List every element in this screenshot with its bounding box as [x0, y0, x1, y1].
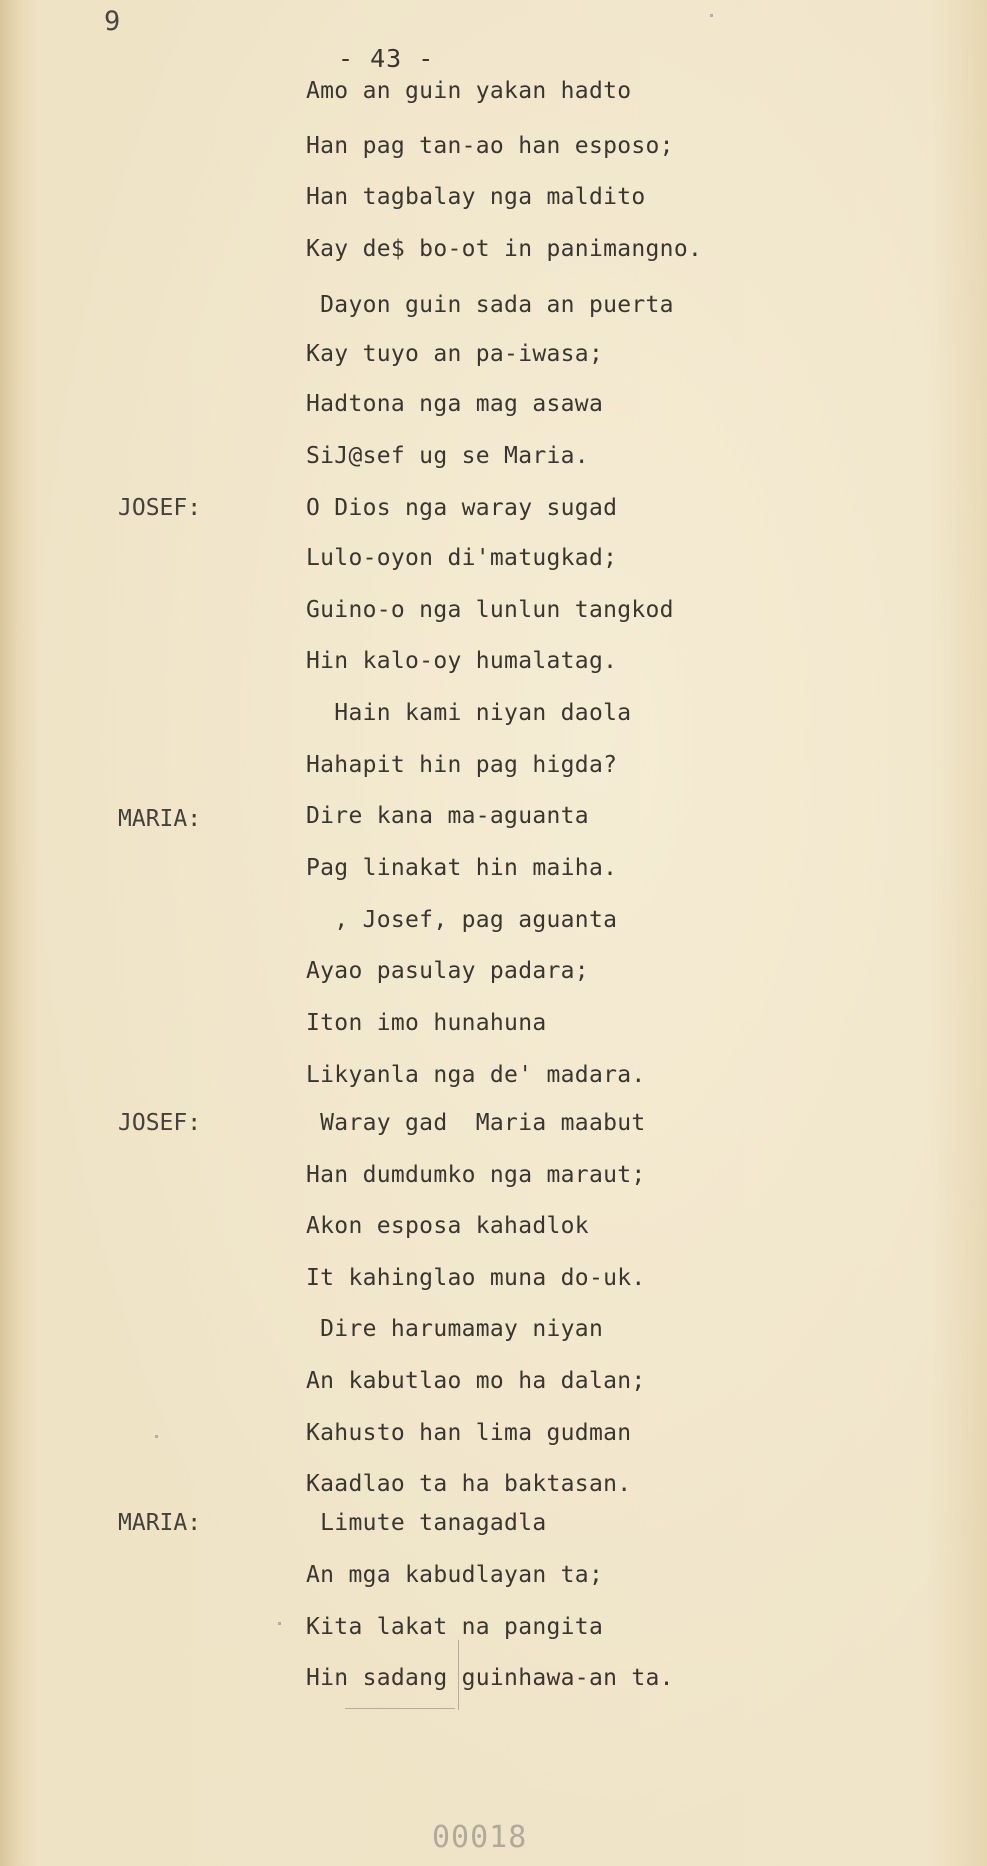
verse-line: Iton imo hunahuna	[306, 1010, 547, 1036]
speaker-label: JOSEF:	[118, 495, 202, 521]
verse-line: Hin sadang guinhawa-an ta.	[306, 1665, 674, 1691]
ink-dot	[278, 1622, 281, 1625]
verse-line: Dire harumamay niyan	[306, 1316, 604, 1342]
verse-line: Pag linakat hin maiha.	[306, 855, 618, 881]
ink-dot	[710, 14, 713, 17]
verse-line: Lulo-oyon di'matugkad;	[306, 545, 618, 571]
verse-line: Han dumdumko nga maraut;	[306, 1162, 646, 1188]
verse-line: Dire kana ma-aguanta	[306, 803, 589, 829]
verse-line: SiJ@sef ug se Maria.	[306, 443, 589, 469]
verse-line: Kita lakat na pangita	[306, 1614, 604, 1640]
verse-line: Akon esposa kahadlok	[306, 1213, 589, 1239]
verse-line: Hadtona nga mag asawa	[306, 391, 604, 417]
pencil-stroke	[458, 1640, 459, 1710]
verse-line: Hin kalo-oy humalatag.	[306, 648, 618, 674]
verse-line: It kahinglao muna do-uk.	[306, 1265, 646, 1291]
verse-line: An kabutlao mo ha dalan;	[306, 1368, 646, 1394]
verse-line: Likyanla nga de' madara.	[306, 1062, 646, 1088]
page-number: - 43 -	[338, 44, 435, 73]
verse-line: Han pag tan-ao han esposo;	[306, 133, 674, 159]
speaker-label: MARIA:	[118, 806, 202, 832]
verse-line: , Josef, pag aguanta	[306, 907, 618, 933]
verse-line: Kaadlao ta ha baktasan.	[306, 1471, 632, 1497]
ink-dot	[155, 1435, 158, 1438]
verse-line: Dayon guin sada an puerta	[306, 292, 674, 318]
verse-line: Guino-o nga lunlun tangkod	[306, 597, 674, 623]
verse-line: Waray gad Maria maabut	[306, 1110, 646, 1136]
verse-line: Kay tuyo an pa-iwasa;	[306, 341, 604, 367]
speaker-label: MARIA:	[118, 1510, 202, 1536]
verse-line: Amo an guin yakan hadto	[306, 78, 632, 104]
archive-stamp: 00018	[432, 1820, 528, 1855]
verse-line: Hain kami niyan daola	[306, 700, 632, 726]
pencil-stroke	[345, 1708, 455, 1709]
verse-line: Limute tanagadla	[306, 1510, 547, 1536]
verse-line: Hahapit hin pag higda?	[306, 752, 618, 778]
verse-line: An mga kabudlayan ta;	[306, 1562, 604, 1588]
verse-line: O Dios nga waray sugad	[306, 495, 618, 521]
verse-line: Han tagbalay nga maldito	[306, 184, 646, 210]
verse-line: Kay de$ bo-ot in panimangno.	[306, 236, 703, 262]
corner-page-number: 9	[104, 6, 121, 37]
verse-line: Ayao pasulay padara;	[306, 958, 589, 984]
verse-line: Kahusto han lima gudman	[306, 1420, 632, 1446]
speaker-label: JOSEF:	[118, 1110, 202, 1136]
